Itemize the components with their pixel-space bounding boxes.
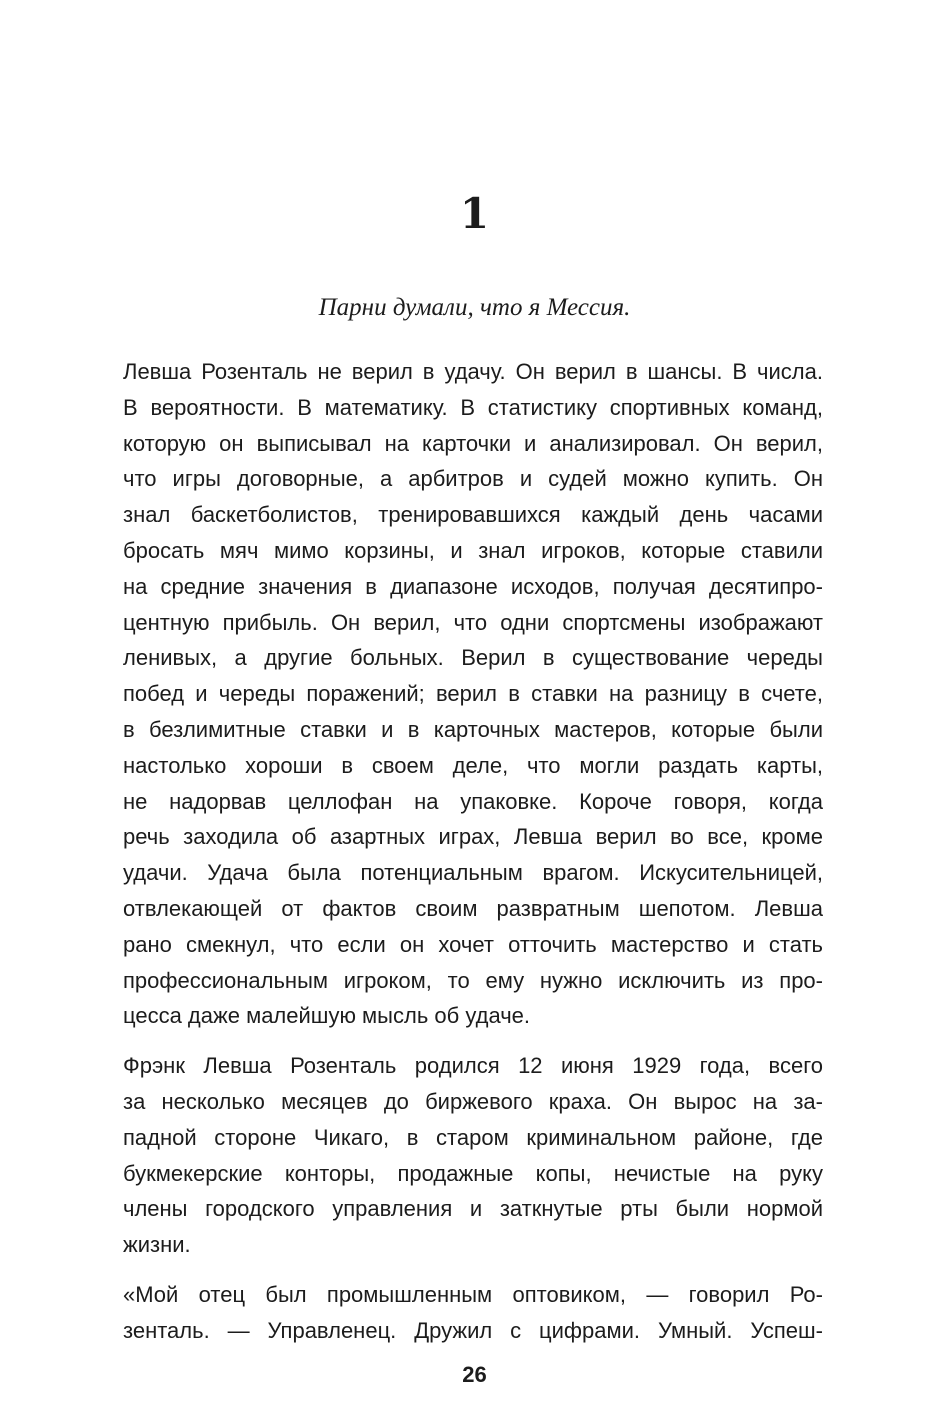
text-line: падной стороне Чикаго, в старом криминальном районе, где — [123, 1124, 823, 1150]
text-line: побед и череды поражений; верил в ставки на разницу в счете, — [123, 681, 823, 707]
text-line: знал баскетболистов, тренировавшихся каждый день часами — [123, 502, 823, 528]
text-line: не надорвав целлофан на упаковке. Короче говоря, когда — [123, 788, 823, 814]
text-line: которую он выписывал на карточки и анализировал. Он верил, — [123, 430, 823, 456]
text-line: зенталь. — Управленец. Дружил с цифрами. Умный. Успеш- — [123, 1317, 823, 1343]
text-line: профессиональным игроком, то ему нужно исключить из про- — [123, 967, 823, 993]
body-text — [123, 354, 823, 1349]
chapter-number: 1 — [459, 189, 490, 238]
text-line: ленивых, а другие больных. Верил в существование череды — [123, 645, 823, 671]
text-line: отвлекающей от фактов своим развратным шепотом. Левша — [123, 895, 823, 921]
chapter-epigraph: Парни думали, что я Мессия. — [318, 294, 631, 321]
text-line: «Мой отец был промышленным оптовиком, — говорил Ро- — [123, 1281, 823, 1307]
text-line: за несколько месяцев до биржевого краха. Он вырос на за- — [123, 1088, 823, 1114]
text-line: центную прибыль. Он верил, что одни спортсмены изображают — [123, 609, 823, 635]
text-line: члены городского управления и заткнутые рты были нормой — [123, 1196, 823, 1222]
text-line: что игры договорные, а арбитров и судей можно купить. Он — [123, 466, 823, 492]
text-line: настолько хороши в своем деле, что могли раздать карты, — [123, 752, 823, 778]
text-line: бросать мяч мимо корзины, и знал игроков, которые ставили — [123, 537, 823, 563]
text-line: жизни. — [123, 1232, 191, 1258]
text-line: цесса даже малейшую мысль об удаче. — [123, 1003, 531, 1029]
text-line: удачи. Удача была потенциальным врагом. Искусительницей, — [123, 860, 823, 886]
text-line: Фрэнк Левша Розенталь родился 12 июня 1929 года, всего — [123, 1053, 823, 1079]
paragraph — [123, 1048, 823, 1263]
text-line: рано смекнул, что если он хочет отточить мастерство и стать — [123, 931, 823, 957]
text-line: в безлимитные ставки и в карточных мастеров, которые были — [123, 716, 823, 742]
paragraph — [123, 1277, 823, 1349]
text-line: на средние значения в диапазоне исходов, получая десятипро- — [123, 573, 823, 599]
text-line: букмекерские конторы, продажные копы, нечистые на руку — [123, 1160, 823, 1186]
text-line: речь заходила об азартных играх, Левша верил во все, кроме — [123, 824, 823, 850]
paragraph — [123, 354, 823, 1034]
page-number: 26 — [462, 1362, 487, 1387]
text-line: Левша Розенталь не верил в удачу. Он верил в шансы. В числа. — [123, 359, 823, 384]
text-line: В вероятности. В математику. В статистику спортивных команд, — [123, 394, 823, 420]
